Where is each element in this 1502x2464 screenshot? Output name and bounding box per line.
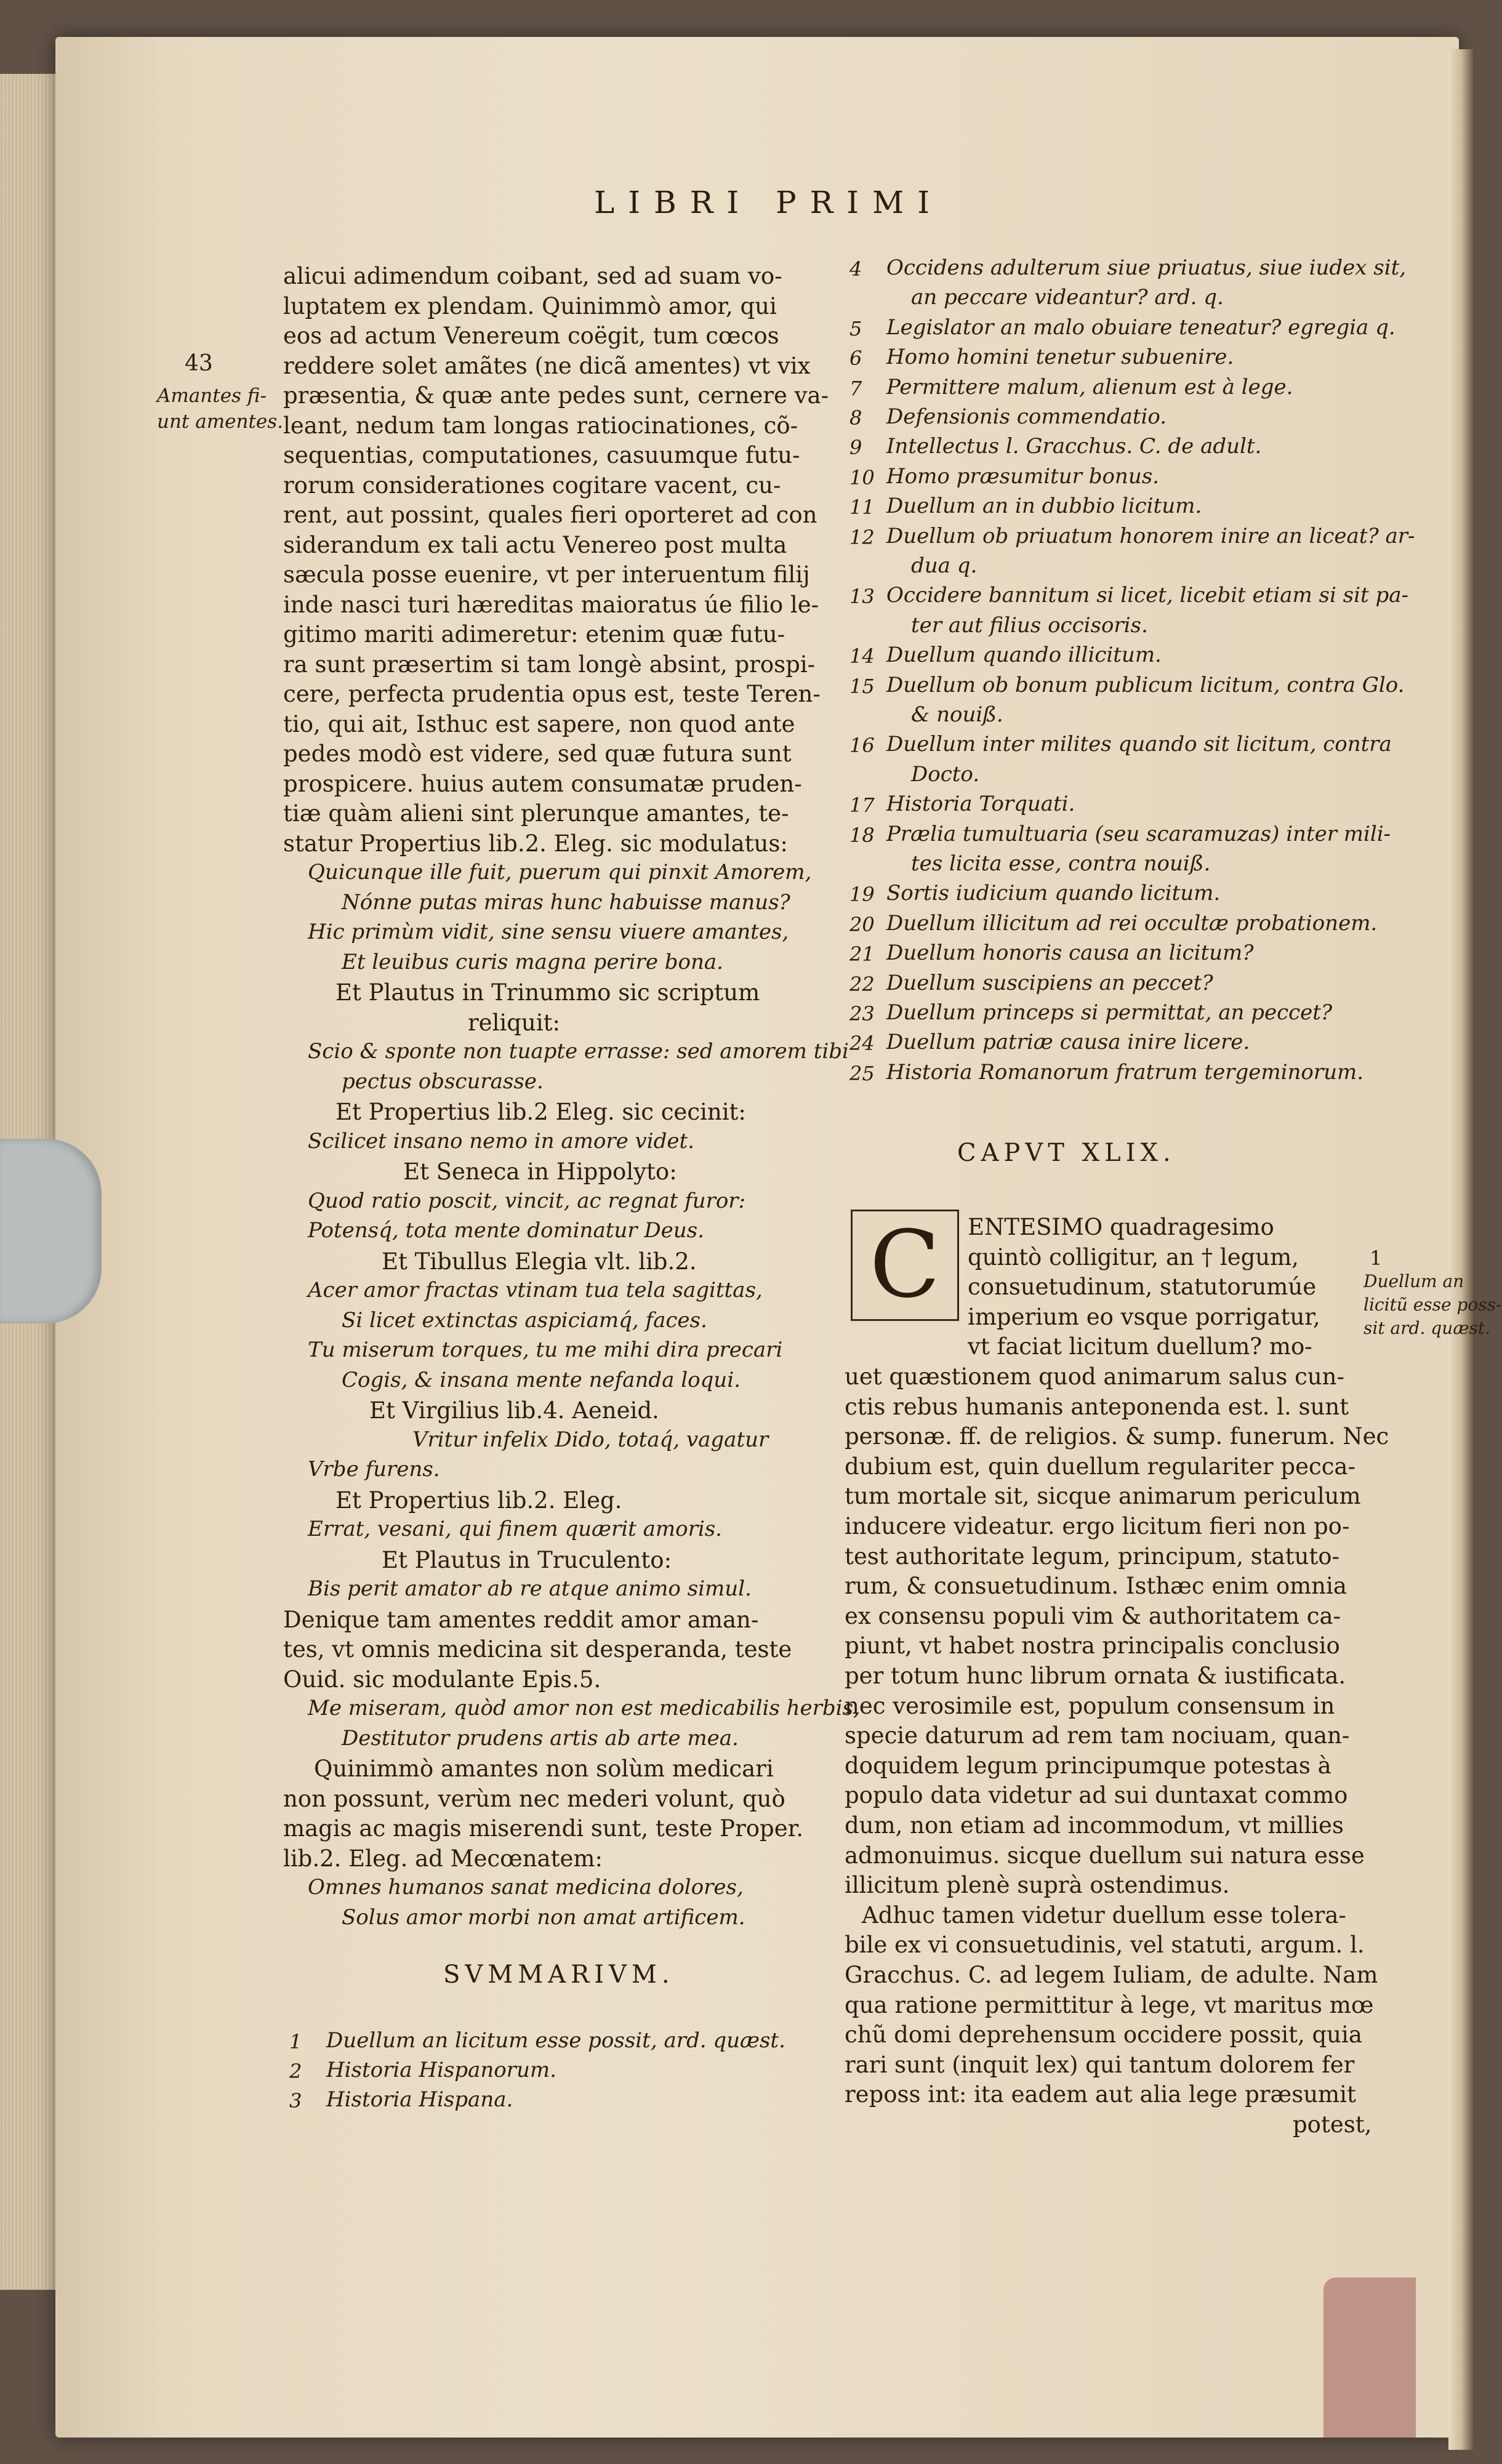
text-line: pedes modò est videre, sed quæ futura sunt [283,740,792,767]
verse-line: Tu miserum torques, tu me mihi dira precari [308,1338,783,1362]
verse-line: Cogis, & insana mente nefanda loqui. [342,1367,741,1392]
chapter-text-line: populo data videtur ad sui duntaxat commo [845,1782,1348,1809]
running-head: LIBRI PRIMI [594,185,943,220]
summary-item: Prælia tumultuaria (seu scaramuzas) inter mili- [886,821,1391,846]
text-line: Denique tam amentes reddit amor aman- [283,1606,759,1633]
verse-line: Et leuibus curis magna perire bona. [342,949,723,974]
summary-item-number: 13 [849,585,875,609]
verse-line: Potensq́, tota mente dominatur Deus. [308,1218,704,1243]
summary-item-number: 9 [849,436,862,460]
text-line: Et Propertius lib.2 Eleg. sic cecinit: [335,1099,746,1125]
summary-item: & nouiß. [911,702,1003,727]
summary-item: Duellum inter milites quando sit licitum, contra [886,732,1392,757]
chapter-text-line: inducere videatur. ergo licitum fieri non po- [845,1513,1350,1539]
summary-item: Duellum patriæ causa inire licere. [886,1030,1250,1055]
summary-item: Intellectus l. Gracchus. C. de adult. [886,434,1262,459]
summary-item-number: 6 [849,347,862,371]
chapter-text-line: rari sunt (inquit lex) qui tantum dolorem fer [845,2051,1355,2078]
summary-item-number: 19 [849,883,875,907]
verse-line: Scilicet insano nemo in amore videt. [308,1128,694,1154]
text-line: prospicere. huius autem consumatæ pruden- [283,770,802,797]
summary-item: Duellum honoris causa an licitum? [886,941,1254,966]
verse-line: Vrbe furens. [308,1457,440,1482]
text-line: Et Plautus in Trinummo sic scriptum [335,979,760,1006]
chapter-text-line: ex consensu populi vim & authoritatem ca- [845,1602,1341,1629]
summary-item-number: 18 [849,823,875,847]
chapter-text-line: piunt, vt habet nostra principalis conclusio [845,1632,1340,1659]
chapter-text-line: imperium eo vsque porrigatur, [968,1303,1320,1330]
summary-item-number: 23 [849,1002,875,1025]
verse-line: Quicunque ille fuit, puerum qui pinxit Amorem, [308,860,812,885]
summary-item: Duellum suscipiens an peccet? [886,970,1213,995]
text-line: tiæ quàm alieni sint plerunque amantes, te- [283,800,789,827]
summary-item: Homo præsumitur bonus. [886,464,1159,489]
summary-item-number: 15 [849,674,875,698]
text-line: rorum considerationes cogitare vacent, cu- [283,472,781,499]
chapter-text-line: ctis rebus humanis anteponenda est. l. sunt [845,1393,1349,1420]
summary-item: Historia Hispana. [326,2087,513,2112]
chapter-text-line: admonuimus. sicque duellum sui natura esse [845,1842,1365,1869]
summary-item-number: 8 [849,406,862,430]
chapter-margin-note-line: sit ard. quæst. [1363,1318,1491,1338]
text-line: ra sunt præsertim si tam longè absint, prospi- [283,651,816,678]
summary-item: Defensionis commendatio. [886,404,1167,429]
summary-item-number: 25 [849,1061,875,1085]
decorated-initial [851,1210,959,1321]
chapter-text-line: dubium est, quin duellum regulariter pecca- [845,1453,1355,1480]
summary-item: Occidens adulterum siue priuatus, siue iudex sit, [886,255,1407,280]
thumb-index-tab [0,1139,102,1323]
summary-item: Legislator an malo obuiare teneatur? egregia q. [886,315,1396,340]
verse-line: Bis perit amator ab re atque animo simul. [308,1576,752,1601]
initial-letter: C [869,1211,941,1318]
page-stain [1323,2277,1416,2438]
verse-line: Solus amor morbi non amat artificem. [342,1904,745,1930]
verse-line: Errat, vesani, qui finem quærit amoris. [308,1517,722,1541]
summary-item: dua q. [911,553,978,578]
summary-item: Historia Torquati. [886,792,1075,817]
text-line: lib.2. Eleg. ad Mecœnatem: [283,1845,603,1872]
text-line: rent, aut possint, quales fieri oporteret ad con [283,502,817,528]
summary-item-number: 17 [849,793,875,817]
chapter-text-line: uet quæstionem quod animarum salus cun- [845,1363,1344,1390]
verse-line: Quod ratio poscit, vincit, ac regnat furor: [308,1188,746,1213]
summary-item: Occidere bannitum si licet, licebit etiam si sit pa- [886,583,1408,608]
verse-line: Scio & sponte non tuapte errasse: sed amorem tibi [308,1039,849,1064]
text-line: alicui adimendum coibant, sed ad suam vo- [283,263,782,289]
verse-line: Acer amor fractas vtinam tua tela sagittas, [308,1278,763,1302]
summary-item: Sortis iudicium quando licitum. [886,881,1221,906]
summary-item-number: 7 [849,376,862,400]
summary-item: Duellum ob priuatum honorem inire an liceat? ar- [886,523,1415,548]
text-line: sæcula posse euenire, vt per interuentum filij [283,561,810,588]
summary-item-number: 20 [849,912,875,936]
summary-item-number: 2 [289,2060,302,2083]
text-line: reliquit: [468,1009,560,1036]
summary-item-number: 24 [849,1032,875,1056]
text-line: non possunt, verùm nec mederi volunt, quò [283,1785,785,1812]
summary-item: Duellum illicitum ad rei occultæ probationem. [886,910,1378,936]
text-line: Et Seneca in Hippolyto: [403,1158,677,1185]
summary-item-number: 10 [849,465,875,489]
text-line: luptatem ex plendam. Quinimmò amor, qui [283,292,777,319]
text-line: præsentia, & quæ ante pedes sunt, cernere va- [283,382,829,409]
verse-line: Me miseram, quòd amor non est medicabilis herbis, [308,1696,860,1720]
verse-line: Omnes humanos sanat medicina dolores, [308,1875,744,1900]
verse-line: Nónne putas miras hunc habuisse manus? [342,889,790,915]
text-line: Ouid. sic modulante Epis.5. [283,1666,601,1693]
chapter-text-line: vt faciat licitum duellum? mo- [968,1333,1312,1360]
chapter-margin-note-line: Duellum an [1363,1271,1464,1291]
summary-item: Duellum an in dubbio licitum. [886,494,1202,519]
text-line: Et Plautus in Truculento: [382,1546,672,1573]
text-line: Et Propertius lib.2. Eleg. [335,1487,622,1514]
text-line: statur Propertius lib.2. Eleg. sic modulatus: [283,830,788,857]
text-line: Quinimmò amantes non solùm medicari [314,1756,774,1782]
left-margin-note-line: Amantes fi- [157,385,267,407]
verse-line: Si licet extinctas aspiciamq́, faces. [342,1307,707,1333]
summary-item-number: 16 [849,734,875,758]
text-line: reddere solet amãtes (ne dicã amentes) vt vix [283,352,811,379]
chapter-text-line: specie daturum ad rem tam nociuam, quan- [845,1722,1350,1749]
chapter-text-line: chũ domi deprehensum occidere possit, quia [845,2021,1362,2049]
left-margin-number: 43 [185,351,213,376]
text-line: gitimo mariti adimeretur: etenim quæ futu- [283,621,785,648]
summary-item: Permittere malum, alienum est à lege. [886,374,1293,399]
chapter-text-line: qua ratione permittitur à lege, vt maritus mœ [845,1991,1374,2018]
summary-item-number: 4 [849,257,862,281]
text-line: tio, qui ait, Isthuc est sapere, non quod ante [283,710,795,737]
text-line: cere, perfecta prudentia opus est, teste Teren- [283,681,821,707]
chapter-text-line: personæ. ff. de religios. & sump. funerum. Nec [845,1423,1389,1450]
chapter-text-line: Gracchus. C. ad legem Iuliam, de adulte. Nam [845,1962,1378,1988]
summary-item: Historia Hispanorum. [326,2058,556,2082]
summarium-heading: SVMMARIVM. [443,1960,675,1989]
verse-line: pectus obscurasse. [342,1069,544,1094]
summary-item-number: 11 [849,496,875,520]
text-line: inde nasci turi hæreditas maioratus úe filio le- [283,591,819,618]
chapter-text-line: ENTESIMO quadragesimo [968,1214,1274,1240]
text-line: magis ac magis miserendi sunt, teste Proper. [283,1815,804,1842]
chapter-text-line: doquidem legum principumque potestas à [845,1752,1331,1779]
summary-item-number: 21 [849,942,875,966]
chapter-text-line: Adhuc tamen videtur duellum esse tolera- [862,1901,1346,1928]
summary-item: Historia Romanorum fratrum tergeminorum. [886,1059,1364,1085]
chapter-text-line: per totum hunc librum ornata & iustificata. [845,1663,1346,1689]
chapter-text-line: quintò colligitur, an † legum, [968,1243,1299,1270]
chapter-margin-number: 1 [1370,1246,1383,1270]
summary-item: Duellum quando illicitum. [886,643,1162,668]
chapter-margin-note-line: licitũ esse poss- [1363,1294,1502,1315]
summary-item: Homo homini tenetur subuenire. [886,345,1234,370]
chapter-text-line: tum mortale sit, sicque animarum periculum [845,1483,1361,1510]
summary-item-number: 22 [849,972,875,996]
text-line: tes, vt omnis medicina sit desperanda, teste [283,1636,792,1663]
chapter-text-line: reposs int: ita eadem aut alia lege præsumit [845,2081,1356,2108]
chapter-text-line: potest, [1293,2111,1372,2138]
summary-item: ter aut filius occisoris. [911,612,1148,638]
text-line: leant, nedum tam longas ratiocinationes, cõ- [283,412,798,439]
chapter-text-line: bile ex vi consuetudinis, vel statuti, argum. l. [845,1932,1365,1959]
text-line: sequentias, computationes, casuumque futu- [283,442,800,468]
summary-item: Duellum princeps si permittat, an peccet? [886,1000,1333,1025]
summary-item: tes licita esse, contra nouiß. [911,851,1211,876]
chapter-text-line: illicitum plenè suprà ostendimus. [845,1872,1230,1899]
chapter-text-line: nec verosimile est, populum consensum in [845,1692,1335,1719]
left-margin-note-line: unt amentes. [157,411,283,433]
verse-line: Vritur infelix Dido, totaq́, vagatur [412,1427,769,1452]
chapter-text-line: consuetudinum, statutorumúe [968,1274,1317,1301]
chapter-text-line: dum, non etiam ad incommodum, vt millies [845,1812,1344,1839]
chapter-heading: CAPVT XLIX. [957,1139,1176,1167]
summary-item-number: 14 [849,644,875,668]
summary-item-number: 3 [289,2089,302,2113]
summary-item-number: 5 [849,316,862,340]
verse-line: Hic primùm vidit, sine sensu viuere amantes, [308,920,789,944]
chapter-text-line: test authoritate legum, principum, statuto- [845,1543,1340,1570]
text-line: Et Tibullus Elegia vlt. lib.2. [382,1248,697,1275]
text-line: Et Virgilius lib.4. Aeneid. [369,1397,659,1424]
text-line: eos ad actum Venereum coëgit, tum cœcos [283,323,779,349]
summary-item-number: 1 [289,2030,302,2053]
summary-item-number: 12 [849,525,875,549]
summary-item: Docto. [911,761,980,787]
page-right-edge [1448,49,1473,2450]
summary-item: Duellum ob bonum publicum licitum, contra Glo. [886,672,1405,697]
summary-item: Duellum an licitum esse possit, ard. quæst. [326,2028,785,2053]
verse-line: Destitutor prudens artis ab arte mea. [342,1725,739,1751]
summary-item: an peccare videantur? ard. q. [911,285,1224,310]
chapter-text-line: rum, & consuetudinum. Isthæc enim omnia [845,1573,1347,1600]
text-line: siderandum ex tali actu Venereo post multa [283,531,787,558]
